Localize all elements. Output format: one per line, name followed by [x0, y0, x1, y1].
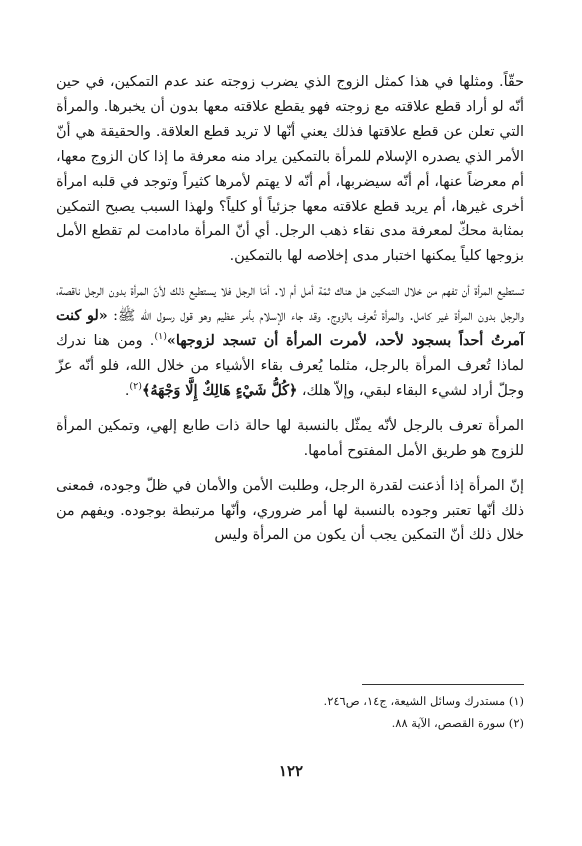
paragraph-2-intro: تستطيع المرأة أن تفهم من خلال التمكين هل هناك ثمّة أمل أم لا. أمّا الرجل فلا يستطيع ذلك لأنّ المرأة بدون الرجل ناقصة، والرجل بدون المرأة غير كامل. والمرأة تُعرف بالزوج. وقد جاء الإسلام بأمر عظيم وهو قول رسول الله ﷺ:	[56, 283, 524, 325]
quran-verse: ﴿كُلُّ شَيْءٍ هَالِكٌ إِلَّا وَجْهَهُ﴾	[141, 382, 298, 399]
paragraph-2-end: .	[124, 382, 130, 399]
paragraph-4: إنّ المرأة إذا أذعنت لقدرة الرجل، وطلبت الأمن والأمان في ظلّ وجوده، فمعنى ذلك أنّها تعتبر وجوده بالنسبة لها أمر ضروري، وأنّها مرتبطة بوجوده. ويفهم من خلال ذلك أنّ التمكين يجب أن يكون من المرأة وليس	[56, 477, 524, 544]
paragraph-2-middle: . ومن هنا ندرك لماذا تُعرف المرأة بالرجل، مثلما يُعرف بقاء الأشياء من خلال الله، فلو أنّه عزّ وجلّ أراد لشيء البقاء لبقي، وإلاّ هلك،	[56, 333, 524, 399]
hadith-quote: «لو كنت آمرتُ أحداً بسجود لأحد، لأمرت المرأة أن تسجد لزوجها»	[56, 308, 524, 350]
paragraph-2	[56, 279, 524, 404]
paragraph-3: المرأة تعرف بالرجل لأنّه يمثّل بالنسبة لها حالة ذات طابع إلهي، وتمكين المرأة للزوج هو طريق الأمل المفتوح أمامها.	[56, 417, 524, 459]
paragraph-1: حقّاً. ومثلها في هذا كمثل الزوج الذي يضرب زوجته عند عدم التمكين، في حين أنّه لو أراد قطع علاقته مع زوجته فهو يقطع علاقته معها بدون أن يخبرها. والمرأة التي تعلن عن قطع علاقتها فذلك يعني أنّها لا تريد قطع العلاقة. والحقيقة هي أنّ الأمر الذي يصدره الإسلام للمرأة بالتمكين يراد منه معرفة ما إذا كان الزوج معها، أم معرضاً عنها، أم أنّه سيضربها، أم أنّه لا يهتم لأمرها كثيراً وتوجد في قلبه امرأة أخرى غيرها، أم يريد قطع علاقته معها جزئياً أو كلياً؟ ولهذا السبب يصبح التمكين بمثابة محكّ لمعرفة مدى نقاء ذهب الرجل. أي أنّ المرأة مادامت لم تقطع الأمل بزوجها كلياً يمكنها اختبار مدى إخلاصه لها بالتمكين.	[56, 74, 524, 265]
page-number: ١٢٢	[278, 762, 304, 780]
footnote-ref-1: (١)	[154, 331, 167, 343]
body-text	[56, 70, 524, 548]
footnotes	[56, 690, 524, 734]
footnote-1: (١) مستدرك وسائل الشيعة، ج١٤، ص٢٤٦.	[323, 694, 524, 708]
footnote-divider	[362, 684, 524, 685]
footnote-2: (٢) سورة القصص، الآية ٨٨.	[391, 716, 524, 730]
footnote-ref-2: (٢)	[129, 381, 142, 393]
